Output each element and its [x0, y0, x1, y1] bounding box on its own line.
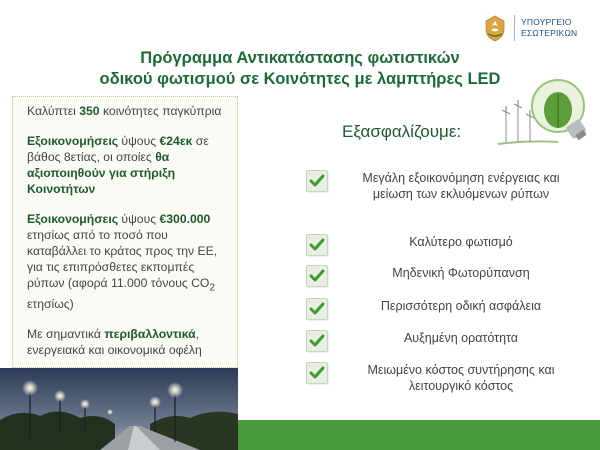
summary-communities — [27, 103, 229, 119]
benefit-text: Αυξημένη ορατότητα — [403, 331, 519, 345]
benefit-item — [306, 170, 596, 202]
ministry-line-1: ΥΠΟΥΡΓΕΙΟ — [521, 17, 572, 27]
ministry-line-2: ΕΣΩΤΕΡΙΚΩΝ — [521, 28, 578, 38]
co2-subscript: 2 — [209, 282, 216, 294]
text: ετησίως) — [27, 297, 74, 312]
bottom-green-band — [238, 420, 600, 450]
header-bar — [0, 0, 600, 52]
summary-savings-8yr — [27, 133, 229, 197]
benefit-item — [306, 234, 596, 256]
checkmark-icon — [306, 265, 328, 287]
summary-savings-annual — [27, 211, 229, 312]
annual-amount: €300.000 — [159, 212, 211, 226]
environmental-label: περιβαλλοντικά — [104, 327, 196, 342]
benefit-text: Μειωμένο κόστος συντήρησης και λειτουργικό κόστος — [367, 363, 555, 393]
benefit-item — [306, 298, 596, 320]
text: ετησίως από το ποσό που καταβάλλει το κράτος προς την ΕΕ, για τις επιπρόσθετες εκπομπές ρύπων (αφορά 11.000 τόνους CO — [27, 228, 218, 290]
savings-label: Εξοικονομήσεις — [27, 212, 119, 226]
benefit-item — [306, 265, 596, 287]
checkmark-icon — [306, 362, 328, 384]
text: Με σημαντικά — [27, 327, 105, 342]
checkmark-icon — [306, 298, 328, 320]
benefit-item — [306, 362, 596, 394]
communities-count: 350 — [79, 104, 100, 118]
benefit-text: Καλύτερο φωτισμό — [409, 235, 513, 249]
benefit-item — [306, 330, 596, 352]
ensure-heading: Εξασφαλίζουμε: — [342, 122, 462, 141]
text: ύψους — [118, 134, 160, 148]
text: ύψους — [118, 212, 160, 226]
title-line-2: οδικού φωτισμού σε Κοινότητες με λαμπτήρες LED — [99, 70, 501, 88]
benefit-text: Περισσότερη οδική ασφάλεια — [380, 299, 542, 313]
checkmark-icon — [306, 234, 328, 256]
text: κοινότητες παγκύπρια — [99, 104, 222, 118]
checkmark-icon — [306, 330, 328, 352]
ministry-name — [521, 17, 577, 39]
title-line-1: Πρόγραμμα Αντικατάστασης φωτιστικών — [140, 49, 460, 67]
summary-panel — [12, 96, 238, 368]
checkmark-icon — [306, 170, 328, 192]
savings-amount: €24εκ — [159, 134, 193, 148]
page-title — [40, 48, 560, 90]
logo-separator — [514, 15, 515, 41]
text: σε βάθος 8ετίας, οι οποίες — [27, 134, 209, 164]
ministry-logo — [482, 10, 592, 46]
text: , ενεργειακά και οικονομικά οφέλη — [27, 327, 202, 358]
street-lights-photo — [0, 368, 238, 450]
benefit-text: Μεγάλη εξοικονόμηση ενέργειας και μείωση των εκλυόμενων ρύπων — [362, 171, 560, 201]
cyprus-emblem-icon — [482, 13, 508, 43]
savings-use: θα αξιοποιηθούν για στήριξη Κοινοτήτων — [27, 150, 176, 196]
savings-label: Εξοικονομήσεις — [27, 134, 119, 148]
benefit-text: Μηδενική Φωτορύπανση — [392, 266, 530, 280]
eco-bulb-icon — [488, 72, 592, 156]
text: Καλύπτει — [27, 104, 80, 118]
summary-benefits — [27, 326, 229, 358]
